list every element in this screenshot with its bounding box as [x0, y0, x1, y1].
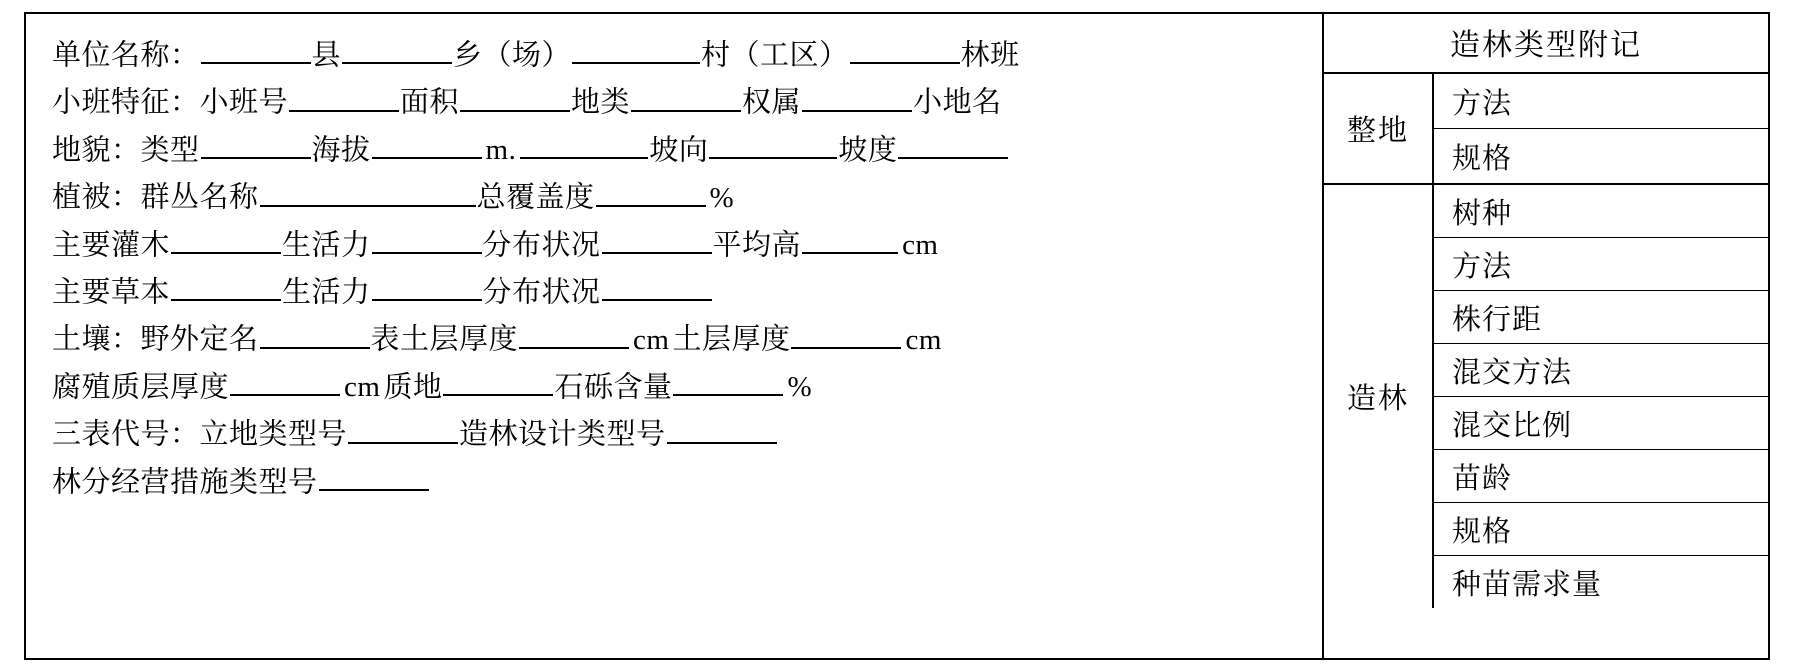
appendix-row[interactable]: 方法 [1434, 237, 1768, 290]
field-label-subcompartment-feature-6: 权属 [742, 86, 802, 119]
blank-field-main-herb-5[interactable] [602, 269, 712, 301]
form-panel [24, 12, 1324, 660]
blank-field-unit-name-7[interactable] [850, 32, 960, 64]
blank-field-humus-4[interactable] [443, 364, 553, 396]
appendix-row[interactable]: 株行距 [1434, 290, 1768, 343]
blank-field-soil-1[interactable] [260, 316, 370, 348]
blank-field-landform-7[interactable] [709, 127, 837, 159]
blank-field-soil-6[interactable] [791, 316, 901, 348]
blank-field-humus-6[interactable] [673, 364, 783, 396]
appendix-row[interactable]: 苗龄 [1434, 449, 1768, 502]
blank-field-unit-name-1[interactable] [201, 32, 311, 64]
blank-field-humus-1[interactable] [230, 364, 340, 396]
form-line-stand-management-type [52, 459, 1302, 506]
field-label-subcompartment-feature-0: 小班特征：小班号 [52, 86, 289, 119]
field-label-soil-5: 土层厚度 [672, 323, 791, 356]
form-line-soil [52, 316, 1302, 363]
appendix-row[interactable]: 种苗需求量 [1434, 555, 1768, 608]
field-label-humus-0: 腐殖质层厚度 [52, 371, 230, 404]
form-line-humus [52, 364, 1302, 411]
blank-field-three-table-code-3[interactable] [667, 411, 777, 443]
form-line-main-shrub [52, 222, 1302, 269]
appendix-body [1324, 74, 1768, 658]
field-label-main-shrub-0: 主要灌木 [52, 229, 171, 262]
form-line-three-table-code [52, 411, 1302, 458]
blank-field-main-shrub-5[interactable] [602, 222, 712, 254]
field-label-landform-6: 坡向 [649, 134, 709, 167]
field-label-unit-name-6: 村（工区） [701, 39, 849, 72]
blank-field-landform-5[interactable] [520, 127, 648, 159]
appendix-title: 造林类型附记 [1324, 14, 1768, 74]
blank-field-landform-9[interactable] [898, 127, 1008, 159]
field-label-subcompartment-feature-8: 小地名 [913, 86, 1002, 119]
blank-field-subcompartment-feature-3[interactable] [460, 79, 570, 111]
field-label-main-shrub-6: 平均高 [712, 229, 802, 262]
appendix-row[interactable]: 规格 [1434, 502, 1768, 555]
blank-field-main-shrub-1[interactable] [171, 222, 281, 254]
blank-field-soil-3[interactable] [519, 316, 629, 348]
appendix-group-1 [1324, 183, 1768, 608]
field-label-unit-name-4: 乡（场） [453, 39, 572, 72]
field-label-landform-2: 海拔 [311, 134, 371, 167]
field-label-main-herb-4: 分布状况 [482, 276, 601, 309]
field-label-stand-management-type-0: 林分经营措施类型号 [52, 466, 318, 499]
form-line-vegetation [52, 174, 1302, 221]
field-label-main-shrub-2: 生活力 [282, 229, 371, 262]
unit-label-humus-7: % [787, 371, 813, 404]
form-line-landform [52, 127, 1302, 174]
blank-field-vegetation-1[interactable] [260, 174, 476, 206]
appendix-group-label-1: 造林 [1324, 185, 1434, 608]
unit-label-soil-4: cm [633, 323, 670, 356]
field-label-main-herb-0: 主要草本 [52, 276, 171, 309]
field-label-main-herb-2: 生活力 [282, 276, 371, 309]
appendix-row[interactable]: 规格 [1434, 128, 1768, 183]
appendix-row[interactable]: 树种 [1452, 197, 1513, 230]
field-label-landform-8: 坡度 [838, 134, 898, 167]
unit-label-humus-2: cm [344, 371, 381, 404]
blank-field-main-herb-1[interactable] [171, 269, 281, 301]
field-label-three-table-code-0: 三表代号：立地类型号 [52, 418, 348, 451]
unit-label-main-shrub-8: cm [902, 229, 939, 262]
appendix-group-label-0: 整地 [1324, 74, 1434, 183]
survey-card [24, 12, 1770, 660]
blank-field-unit-name-3[interactable] [342, 32, 452, 64]
blank-field-landform-1[interactable] [201, 127, 311, 159]
field-label-humus-5: 石砾含量 [554, 371, 673, 404]
blank-field-unit-name-5[interactable] [572, 32, 700, 64]
appendix-row[interactable]: 混交方法 [1434, 343, 1768, 396]
appendix-group-rows-0 [1434, 74, 1768, 183]
form-line-subcompartment-feature [52, 79, 1302, 126]
blank-field-landform-3[interactable] [372, 127, 482, 159]
unit-label-vegetation-4: % [709, 181, 735, 214]
field-label-unit-name-8: 林班 [960, 39, 1020, 72]
blank-field-three-table-code-1[interactable] [348, 411, 458, 443]
blank-field-subcompartment-feature-1[interactable] [289, 79, 399, 111]
blank-field-stand-management-type-1[interactable] [319, 459, 429, 491]
field-label-subcompartment-feature-2: 面积 [400, 86, 460, 119]
appendix-group-rows-1 [1434, 185, 1768, 608]
appendix-row[interactable]: 混交比例 [1434, 396, 1768, 449]
appendix-group-0 [1324, 74, 1768, 183]
form-line-main-herb [52, 269, 1302, 316]
blank-field-vegetation-3[interactable] [596, 174, 706, 206]
field-label-humus-3: 质地 [383, 371, 443, 404]
unit-label-soil-7: cm [905, 323, 942, 356]
blank-field-subcompartment-feature-7[interactable] [802, 79, 912, 111]
form-line-unit-name [52, 32, 1302, 79]
blank-field-main-shrub-7[interactable] [802, 222, 898, 254]
field-label-main-shrub-4: 分布状况 [482, 229, 601, 262]
field-label-soil-0: 土壤：野外定名 [52, 323, 259, 356]
appendix-row[interactable]: 方法 [1452, 87, 1513, 120]
field-label-landform-0: 地貌：类型 [52, 134, 200, 167]
unit-label-landform-4: m. [485, 134, 517, 167]
blank-field-main-shrub-3[interactable] [372, 222, 482, 254]
field-label-soil-2: 表土层厚度 [370, 323, 519, 356]
field-label-three-table-code-2: 造林设计类型号 [459, 418, 666, 451]
field-label-unit-name-0: 单位名称： [52, 39, 200, 72]
blank-field-subcompartment-feature-5[interactable] [631, 79, 741, 111]
blank-field-main-herb-3[interactable] [372, 269, 482, 301]
field-label-unit-name-2: 县 [311, 39, 342, 72]
field-label-vegetation-2: 总覆盖度 [476, 181, 595, 214]
field-label-subcompartment-feature-4: 地类 [571, 86, 631, 119]
appendix-panel [1324, 12, 1770, 660]
field-label-vegetation-0: 植被：群丛名称 [52, 181, 259, 214]
